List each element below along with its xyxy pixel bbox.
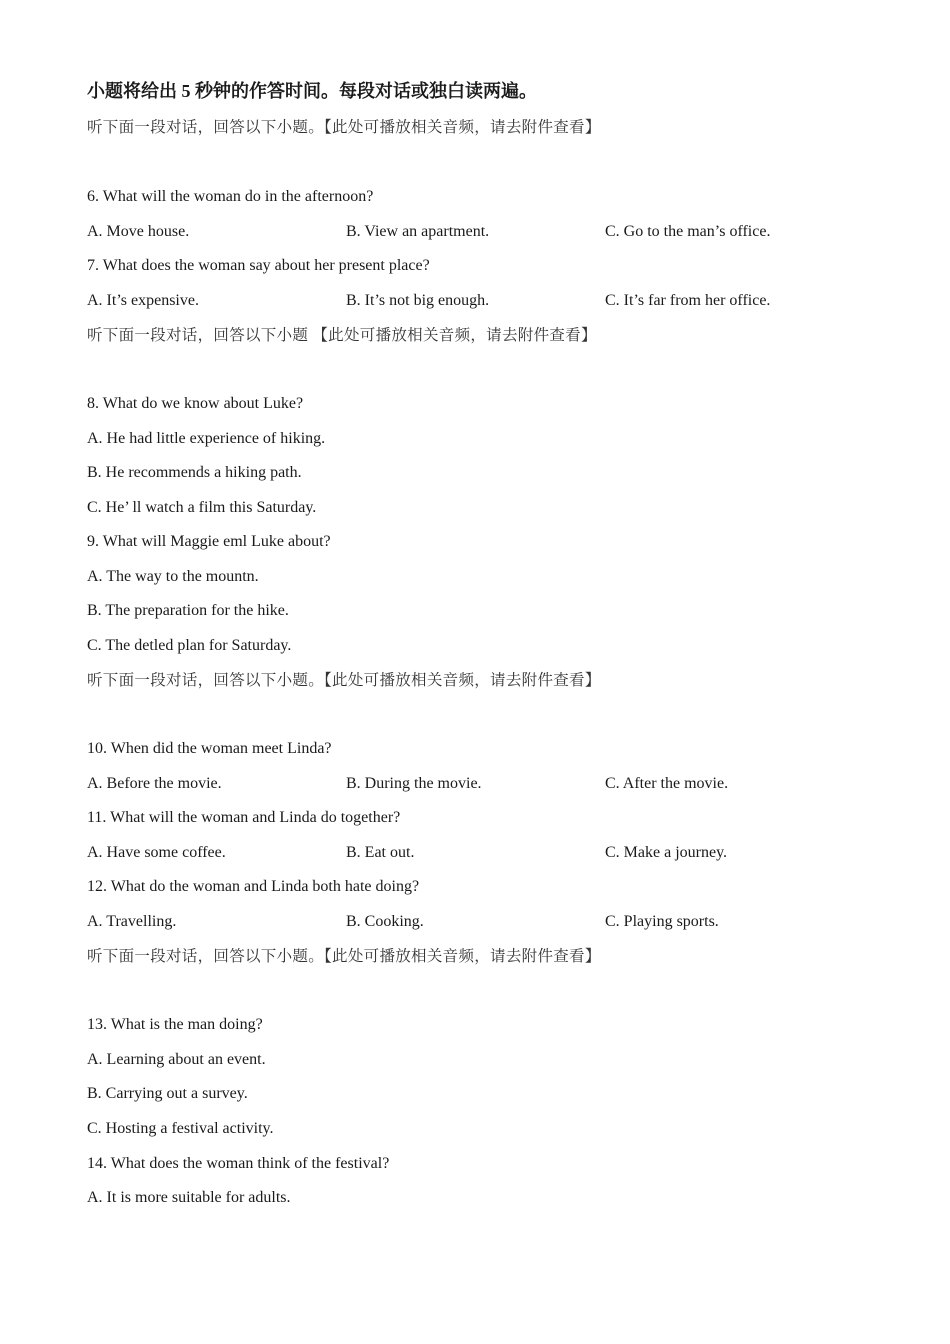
question-9: 9. What will Maggie eml Luke about?	[87, 533, 331, 550]
q14-option-a: A. It is more suitable for adults.	[87, 1189, 291, 1206]
q8-option-a: A. He had little experience of hiking.	[87, 430, 326, 447]
q11-option-b: B. Eat out.	[346, 844, 415, 861]
q10-option-a: A. Before the movie.	[87, 775, 222, 792]
question-11: 11. What will the woman and Linda do together?	[87, 809, 401, 826]
q11-option-c: C. Make a journey.	[605, 844, 728, 861]
q13-option-a: A. Learning about an event.	[87, 1051, 266, 1068]
q6-option-b: B. View an apartment.	[346, 223, 490, 240]
question-14: 14. What does the woman think of the festival?	[87, 1155, 390, 1172]
dialogue-instruction-2: 听下面一段对话，回答以下小题 【此处可播放相关音频，请去附件查看】	[87, 327, 597, 344]
q13-option-b: B. Carrying out a survey.	[87, 1085, 248, 1102]
dialogue-instruction-1: 听下面一段对话，回答以下小题。【此处可播放相关音频，请去附件查看】	[87, 119, 601, 136]
q10-option-c: C. After the movie.	[605, 775, 729, 792]
q9-option-b: B. The preparation for the hike.	[87, 602, 289, 619]
q7-option-b: B. It’s not big enough.	[346, 292, 490, 309]
q6-option-c: C. Go to the man’s office.	[605, 223, 771, 240]
question-10: 10. When did the woman meet Linda?	[87, 740, 332, 757]
q7-option-a: A. It’s expensive.	[87, 292, 199, 309]
question-12: 12. What do the woman and Linda both hate doing?	[87, 878, 420, 895]
q11-option-a: A. Have some coffee.	[87, 844, 226, 861]
section-heading: 小题将给出 5 秒钟的作答时间。每段对话或独白读两遍。	[87, 81, 537, 101]
q8-option-c: C. He’ ll watch a film this Saturday.	[87, 499, 317, 516]
question-13: 13. What is the man doing?	[87, 1016, 263, 1033]
q7-option-c: C. It’s far from her office.	[605, 292, 771, 309]
q9-option-a: A. The way to the mountn.	[87, 568, 259, 585]
q12-option-c: C. Playing sports.	[605, 913, 719, 930]
question-7: 7. What does the woman say about her present place?	[87, 257, 430, 274]
q12-option-b: B. Cooking.	[346, 913, 424, 930]
dialogue-instruction-3: 听下面一段对话，回答以下小题。【此处可播放相关音频，请去附件查看】	[87, 672, 601, 689]
q13-option-c: C. Hosting a festival activity.	[87, 1120, 274, 1137]
q8-option-b: B. He recommends a hiking path.	[87, 464, 302, 481]
dialogue-instruction-4: 听下面一段对话，回答以下小题。【此处可播放相关音频，请去附件查看】	[87, 948, 601, 965]
q12-option-a: A. Travelling.	[87, 913, 177, 930]
question-6: 6. What will the woman do in the afternoon?	[87, 188, 374, 205]
q9-option-c: C. The detled plan for Saturday.	[87, 637, 292, 654]
q6-option-a: A. Move house.	[87, 223, 190, 240]
question-8: 8. What do we know about Luke?	[87, 395, 304, 412]
q10-option-b: B. During the movie.	[346, 775, 482, 792]
